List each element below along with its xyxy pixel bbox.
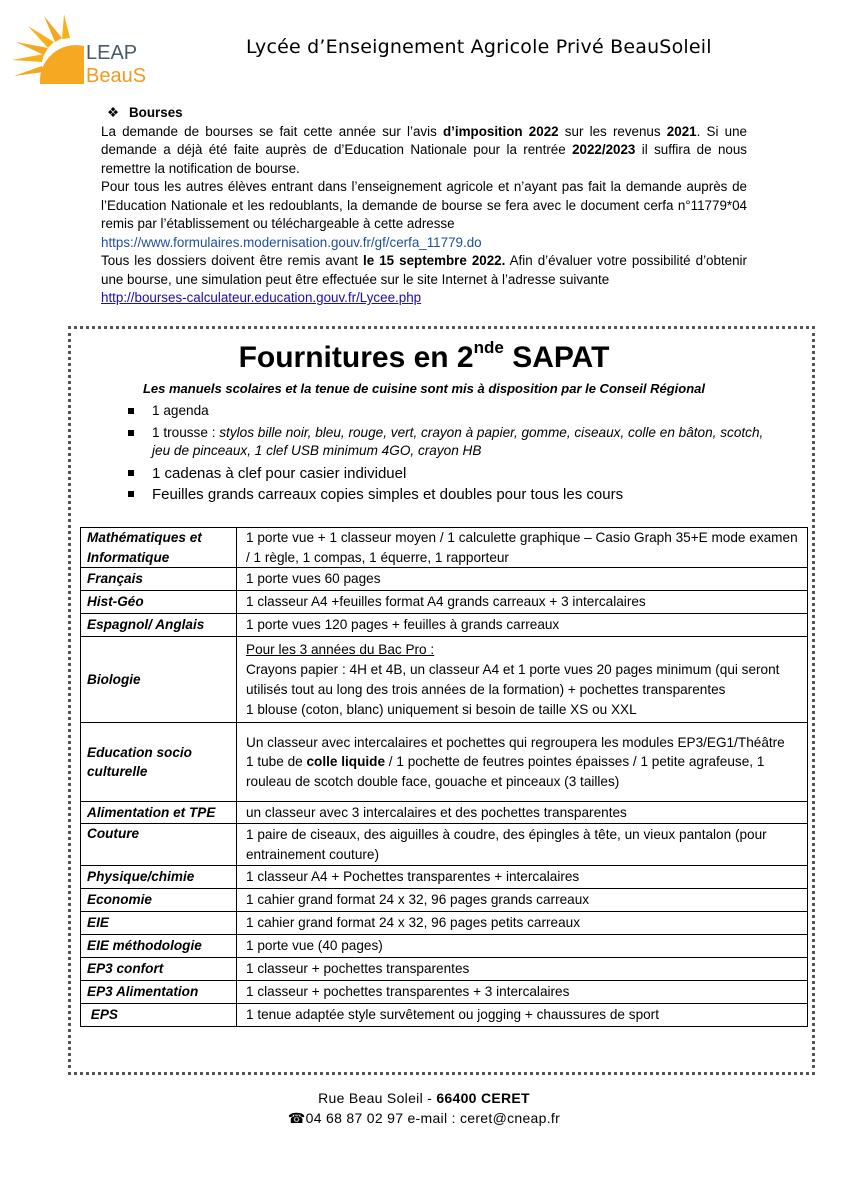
fournitures-title: Fournitures en 2nde SAPAT xyxy=(238,338,610,374)
table-row xyxy=(81,1004,808,1027)
subject-cell: EIE xyxy=(81,912,237,935)
footer-contact: ☎04 68 87 02 97 e-mail : ceret@cneap.fr xyxy=(287,1110,561,1126)
subject-cell: Hist-Géo xyxy=(81,591,237,614)
table-row xyxy=(81,614,808,637)
subject-cell: Couture xyxy=(81,824,237,866)
description-cell: 1 classeur A4 + Pochettes transparentes + intercalaires xyxy=(237,866,808,889)
calculator-link[interactable]: http://bourses-calculateur.education.gouv.fr/Lycee.php xyxy=(101,290,422,305)
square-bullet-icon xyxy=(128,408,134,414)
logo-text-beaus: BeauS xyxy=(86,65,147,87)
description-cell: 1 porte vue (40 pages) xyxy=(237,935,808,958)
bourses-paragraph-2: Pour tous les autres élèves entrant dans l’enseignement agricole et n’ayant pas fait la demande auprès de l’Education Nationale et les redoublants, la demande de bourse se fera avec le document cerfa n°11779*04 remis par l’établissement ou téléchargeable à cette adresse xyxy=(101,179,747,231)
table-row xyxy=(81,958,808,981)
phone-icon: ☎ xyxy=(287,1110,306,1126)
bourses-section xyxy=(101,104,747,308)
subject-cell: EIE méthodologie xyxy=(81,935,237,958)
subject-cell: EPS xyxy=(81,1004,237,1027)
table-row xyxy=(81,866,808,889)
table-row xyxy=(81,802,808,824)
table-row xyxy=(81,889,808,912)
bourses-heading-label: Bourses xyxy=(129,105,183,120)
diamond-bullet-icon: ❖ xyxy=(107,105,120,120)
supplies-table xyxy=(80,527,808,1027)
sun-disc-icon xyxy=(40,45,84,84)
subject-cell: Français xyxy=(81,568,237,591)
subject-cell: Education socio culturelle xyxy=(81,723,237,802)
supplies-list xyxy=(126,402,766,505)
table-row xyxy=(81,935,808,958)
subject-cell: Espagnol/ Anglais xyxy=(81,614,237,637)
table-row xyxy=(81,723,808,802)
subject-cell: EP3 Alimentation xyxy=(81,981,237,1004)
description-cell: 1 porte vues 120 pages + feuilles à grands carreaux xyxy=(237,614,808,637)
list-item: 1 cadenas à clef pour casier individuel xyxy=(126,463,766,484)
description-cell: 1 classeur + pochettes transparentes + 3 intercalaires xyxy=(237,981,808,1004)
list-item: Feuilles grands carreaux copies simples et doubles pour tous les cours xyxy=(126,484,766,505)
table-row xyxy=(81,568,808,591)
description-cell: 1 porte vues 60 pages xyxy=(237,568,808,591)
cerfa-link[interactable]: https://www.formulaires.modernisation.gouv.fr/gf/cerfa_11779.do xyxy=(101,234,482,250)
subject-cell: Biologie xyxy=(81,637,237,723)
table-row xyxy=(81,528,808,568)
description-cell: 1 classeur A4 +feuilles format A4 grands carreaux + 3 intercalaires xyxy=(237,591,808,614)
square-bullet-icon xyxy=(128,430,134,436)
list-item: 1 trousse : stylos bille noir, bleu, rouge, vert, crayon à papier, gomme, ciseaux, colle en bâton, scotch, jeu de pinceaux, 1 clef USB minimum 4GO, crayon HB xyxy=(126,424,766,460)
description-cell: 1 porte vue + 1 classeur moyen / 1 calculette graphique – Casio Graph 35+E mode examen / 1 règle, 1 compas, 1 équerre, 1 rapporteur xyxy=(237,528,808,568)
description-cell: 1 classeur + pochettes transparentes xyxy=(237,958,808,981)
description-cell: un classeur avec 3 intercalaires et des pochettes transparentes xyxy=(237,802,808,824)
description-cell: Pour les 3 années du Bac Pro : Crayons papier : 4H et 4B, un classeur A4 et 1 porte vues 20 pages minimum (qui seront utilisés tout au long des trois années de la formation) + pochettes transparentes 1 blouse (coton, blanc) uniquement si besoin de taille XS ou XXL xyxy=(237,637,808,723)
subject-cell: Alimentation et TPE xyxy=(81,802,237,824)
table-row xyxy=(81,637,808,723)
table-row xyxy=(81,912,808,935)
bourses-paragraph-3: Tous les dossiers doivent être remis avant le 15 septembre 2022. Afin d’évaluer votre possibilité d’obtenir une bourse, une simulation peut être effectuée sur le site Internet à l’adresse suivante xyxy=(101,253,747,287)
table-row xyxy=(81,981,808,1004)
subject-cell: EP3 confort xyxy=(81,958,237,981)
description-cell: 1 tenue adaptée style survêtement ou jogging + chaussures de sport xyxy=(237,1004,808,1027)
subject-cell: Physique/chimie xyxy=(81,866,237,889)
bourses-heading xyxy=(107,104,747,123)
bourses-paragraph-1: La demande de bourses se fait cette année sur l’avis d’imposition 2022 sur les revenus 2021. Si une demande a déjà été faite auprès de d’Education Nationale pour la rentrée 2022/2023 il suffira de nous remettre la notification de bourse. xyxy=(101,123,747,176)
table-row xyxy=(81,591,808,614)
list-item: 1 agenda xyxy=(126,402,766,420)
logo-text-leap: LEAP xyxy=(86,42,138,64)
description-cell: 1 cahier grand format 24 x 32, 96 pages petits carreaux xyxy=(237,912,808,935)
square-bullet-icon xyxy=(128,491,134,497)
description-cell: Un classeur avec intercalaires et pochettes qui regroupera les modules EP3/EG1/Théâtre 1 tube de colle liquide / 1 pochette de feutres pointes épaisses / 1 petite agrafeuse, 1 rouleau de scotch double face, gouache et pinceaux (3 tailles) xyxy=(237,723,808,802)
fournitures-subtitle: Les manuels scolaires et la tenue de cuisine sont mis à disposition par le Conseil Régional xyxy=(142,381,706,396)
subject-cell: Economie xyxy=(81,889,237,912)
table-row xyxy=(81,824,808,866)
description-cell: 1 paire de ciseaux, des aiguilles à coudre, des épingles à tête, un vieux pantalon (pour entrainement couture) xyxy=(237,824,808,866)
school-title: Lycée d’Enseignement Agricole Privé BeauSoleil xyxy=(246,36,712,58)
subject-cell: Mathématiques et Informatique xyxy=(81,528,237,568)
school-logo xyxy=(4,10,164,90)
footer-address: Rue Beau Soleil - 66400 CERET xyxy=(318,1090,530,1106)
square-bullet-icon xyxy=(128,470,134,476)
description-cell: 1 cahier grand format 24 x 32, 96 pages grands carreaux xyxy=(237,889,808,912)
